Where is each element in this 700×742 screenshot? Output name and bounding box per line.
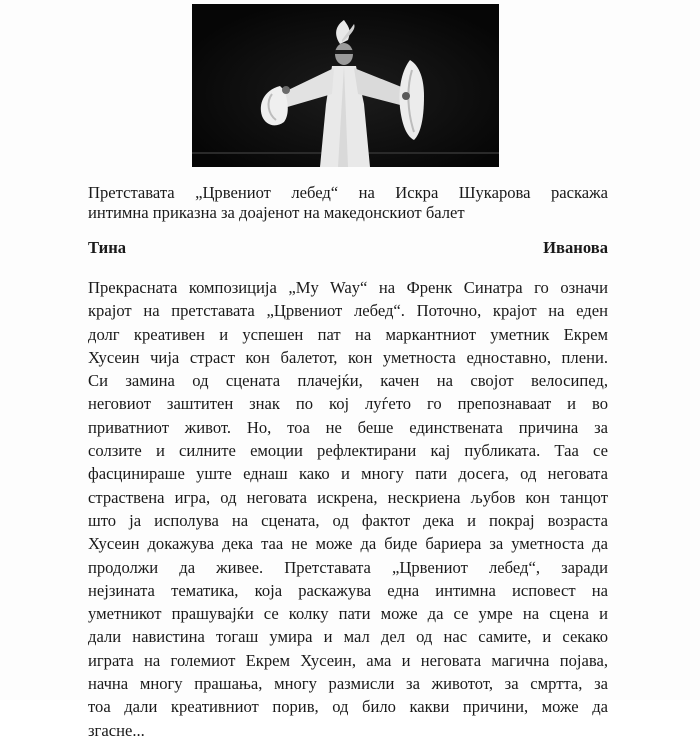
performance-photo xyxy=(192,4,499,167)
article-line: што ја исполува на сцената, од фактот дека и покрај возраста xyxy=(88,510,608,530)
article-line: солзите и силните емоции рефлектирани кај публиката. Таа се xyxy=(88,441,608,461)
article-line: неговиот заштитен знак по кој луѓето го препознаваат и во xyxy=(88,394,608,414)
article-line: дали навистина тогаш умира и мал дел од нас самите, и секако xyxy=(88,627,608,647)
article-line: крајот на претставата „Црвениот лебед“. Поточно, крајот на еден xyxy=(88,301,608,321)
photo-caption xyxy=(88,183,608,223)
article-line: играта на големиот Екрем Хусеин, ама и неговата магична појава, xyxy=(88,650,608,670)
article-line: страствена игра, од неговата искрена, нескриена љубов кон танцот xyxy=(88,487,608,507)
caption-line-1: Претставата „Црвениот лебед“ на Искра Шукарова раскажа xyxy=(88,183,608,202)
article-line: Хусеин докажува дека таа не може да биде бариера за уметноста да xyxy=(88,534,608,554)
dancer-image-icon xyxy=(192,4,499,167)
article-line: Прекрасната композиција „My Way“ на Френк Синатра го означи xyxy=(88,278,608,297)
article-line: нејзината тематика, која раскажува една интимна исповест на xyxy=(88,580,608,600)
author-last-name: Иванова xyxy=(543,238,608,257)
caption-line-2: интимна приказна за доајенот на македонскиот балет xyxy=(88,203,465,222)
article-line: уметникот прашувајќи се колку пати може да се умре на сцена и xyxy=(88,604,608,624)
article-line: продолжи да живее. Претставата „Црвениот лебед“, заради xyxy=(88,557,608,577)
article-line: Си замина од сцената плачејќи, качен на својот велосипед, xyxy=(88,371,608,391)
article-line: начна многу прашања, многу размисли за животот, за смртта, за xyxy=(88,674,608,694)
author-first-name: Тина xyxy=(88,238,127,257)
article-paragraph xyxy=(88,276,608,742)
article-line: Хусеин чија страст кон балетот, кон уметноста едноставно, плени. xyxy=(88,347,608,367)
article-line: згасне... xyxy=(88,720,145,740)
article-line: приватниот живот. Но, тоа не беше единствената причина за xyxy=(88,417,608,437)
article-line: фасцинираше уште еднаш како и многу пати досега, од неговата xyxy=(88,464,608,484)
article-line: долг креативен и успешен пат на маркантниот уметник Екрем xyxy=(88,324,608,344)
article-line: тоа дали креативниот порив, од било какви причини, може да xyxy=(88,697,608,717)
author-byline xyxy=(88,238,608,258)
